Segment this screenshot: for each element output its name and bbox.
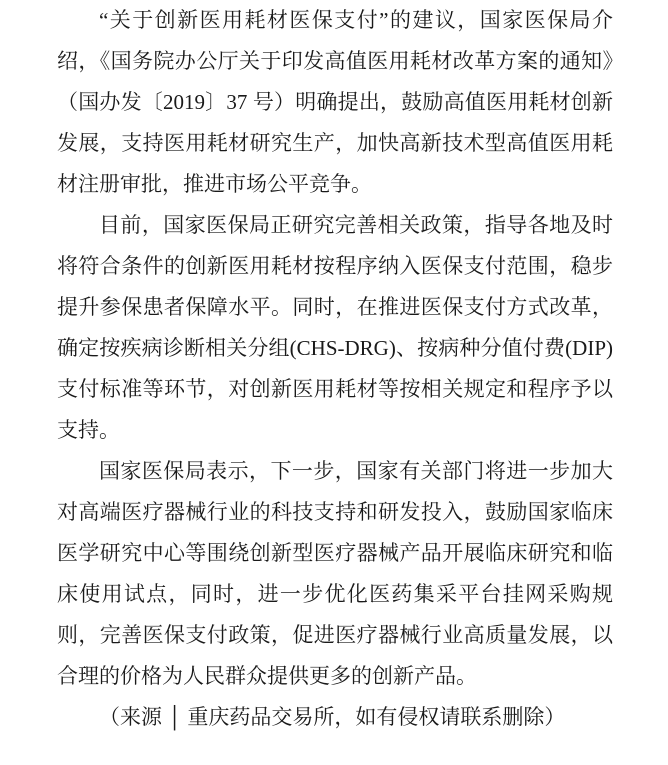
paragraph-innovation-support: “关于创新医用耗材医保支付”的建议，国家医保局介绍，《国务院办公厅关于印发高值医用耗材改革方案的通知》（国办发〔2019〕37 号）明确提出，鼓励高值医用耗材创新发展，支持医用耗材研究生产，加快高新技术型高值医用耗材注册审批，推进市场公平竞争。 [57, 8, 613, 196]
paragraph-next-steps: 国家医保局表示，下一步，国家有关部门将进一步加大对高端医疗器械行业的科技支持和研发投入，鼓励国家临床医学研究中心等围绕创新型医疗器械产品开展临床研究和临床使用试点，同时，进一步优化医药集采平台挂网采购规则，完善医保支付政策，促进医疗器械行业高质量发展，以合理的价格为人民群众提供更多的创新产品。 [57, 459, 613, 688]
source-attribution-line: （来源 │ 重庆药品交易所，如有侵权请联系删除） [99, 705, 566, 729]
paragraph-current-policy: 目前，国家医保局正研究完善相关政策，指导各地及时将符合条件的创新医用耗材按程序纳入医保支付范围，稳步提升参保患者保障水平。同时，在推进医保支付方式改革，确定按疾病诊断相关分组(CHS-DRG)、按病种分值付费(DIP)支付标准等环节，对创新医用耗材等按相关规定和程序予以支持。 [57, 213, 613, 442]
